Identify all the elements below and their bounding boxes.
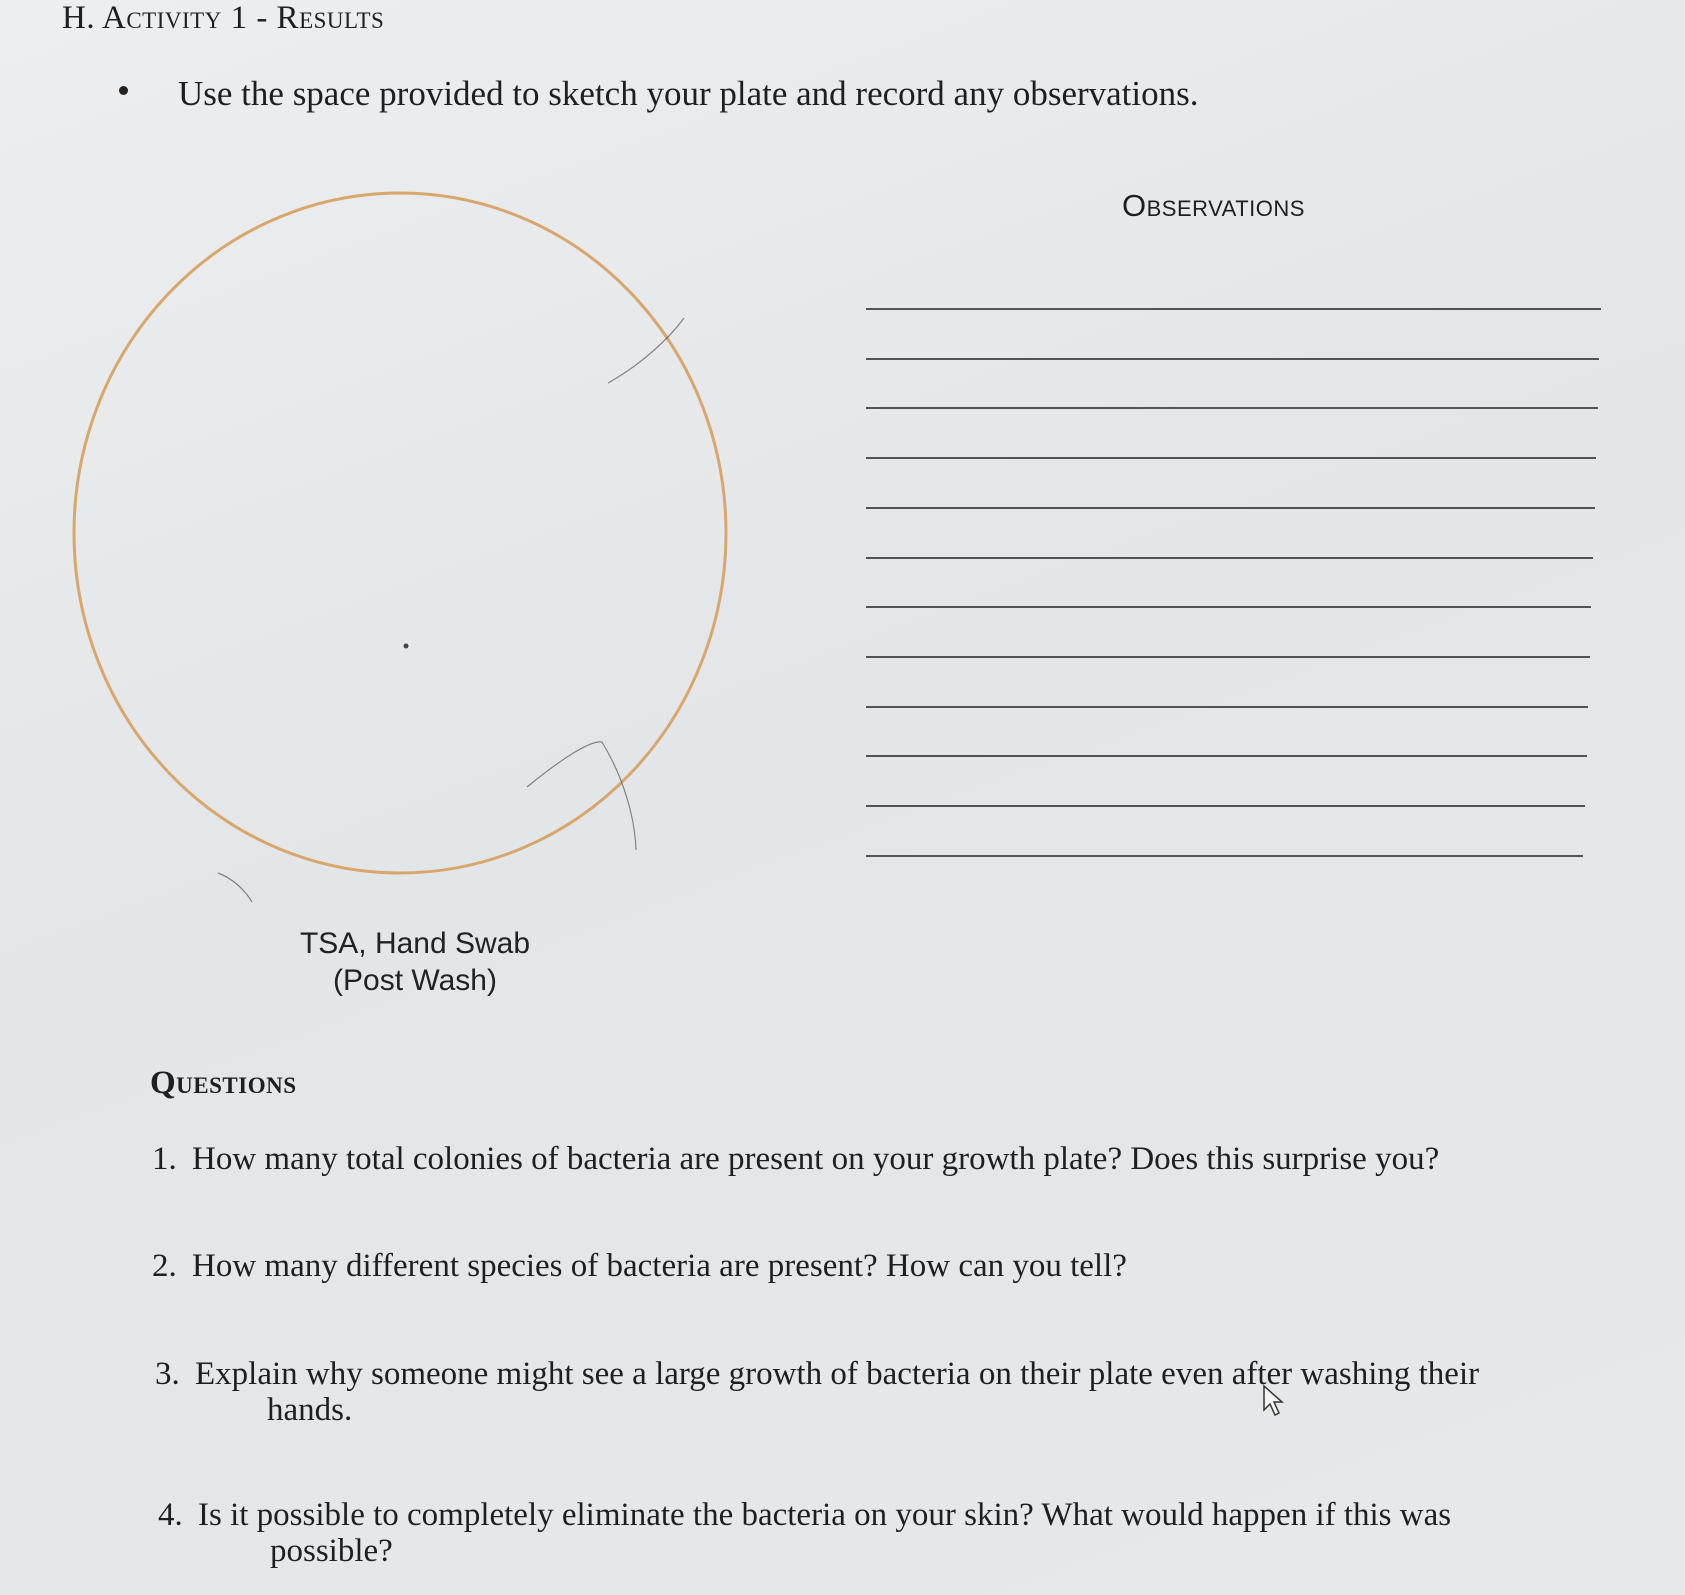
section-heading: H. Activity 1 - Results [62, 0, 385, 36]
question-continuation: hands. [267, 1392, 353, 1428]
petri-plate-circle [74, 193, 726, 873]
observation-line[interactable] [866, 656, 1590, 658]
observation-line[interactable] [866, 606, 1591, 608]
question-1 [152, 1141, 1439, 1177]
questions-title: Questions [150, 1065, 297, 1101]
question-text: How many total colonies of bacteria are present on your growth plate? Does this surprise you? [192, 1141, 1440, 1177]
observations-title: Observations [1122, 188, 1305, 223]
question-text: How many different species of bacteria are present? How can you tell? [192, 1248, 1127, 1284]
plate-label-line2: (Post Wash) [333, 964, 497, 997]
question-2 [152, 1248, 1127, 1284]
question-number: 3. [155, 1356, 180, 1392]
question-text: Explain why someone might see a large growth of bacteria on their plate even after washing their [195, 1356, 1480, 1392]
observation-line[interactable] [866, 755, 1587, 757]
observation-line[interactable] [866, 457, 1596, 459]
question-text: Is it possible to completely eliminate the bacteria on your skin? What would happen if this was [198, 1497, 1452, 1533]
question-continuation: possible? [270, 1533, 393, 1569]
observation-line[interactable] [866, 358, 1599, 360]
observation-line[interactable] [866, 706, 1588, 708]
question-number: 4. [158, 1497, 183, 1533]
observation-line[interactable] [866, 855, 1583, 857]
mouse-pointer-icon [1262, 1384, 1288, 1418]
question-4 [158, 1497, 1451, 1569]
plate-label-line1: TSA, Hand Swab [299, 927, 531, 960]
question-number: 1. [152, 1141, 177, 1177]
observation-line[interactable] [866, 507, 1595, 509]
question-number: 2. [152, 1248, 177, 1284]
observation-line[interactable] [866, 407, 1598, 409]
observation-line[interactable] [866, 557, 1593, 559]
instruction-text: Use the space provided to sketch your plate and record any observations. [178, 74, 1199, 113]
observation-line[interactable] [866, 308, 1601, 310]
hair-strands [218, 318, 684, 902]
observation-line[interactable] [866, 805, 1585, 807]
